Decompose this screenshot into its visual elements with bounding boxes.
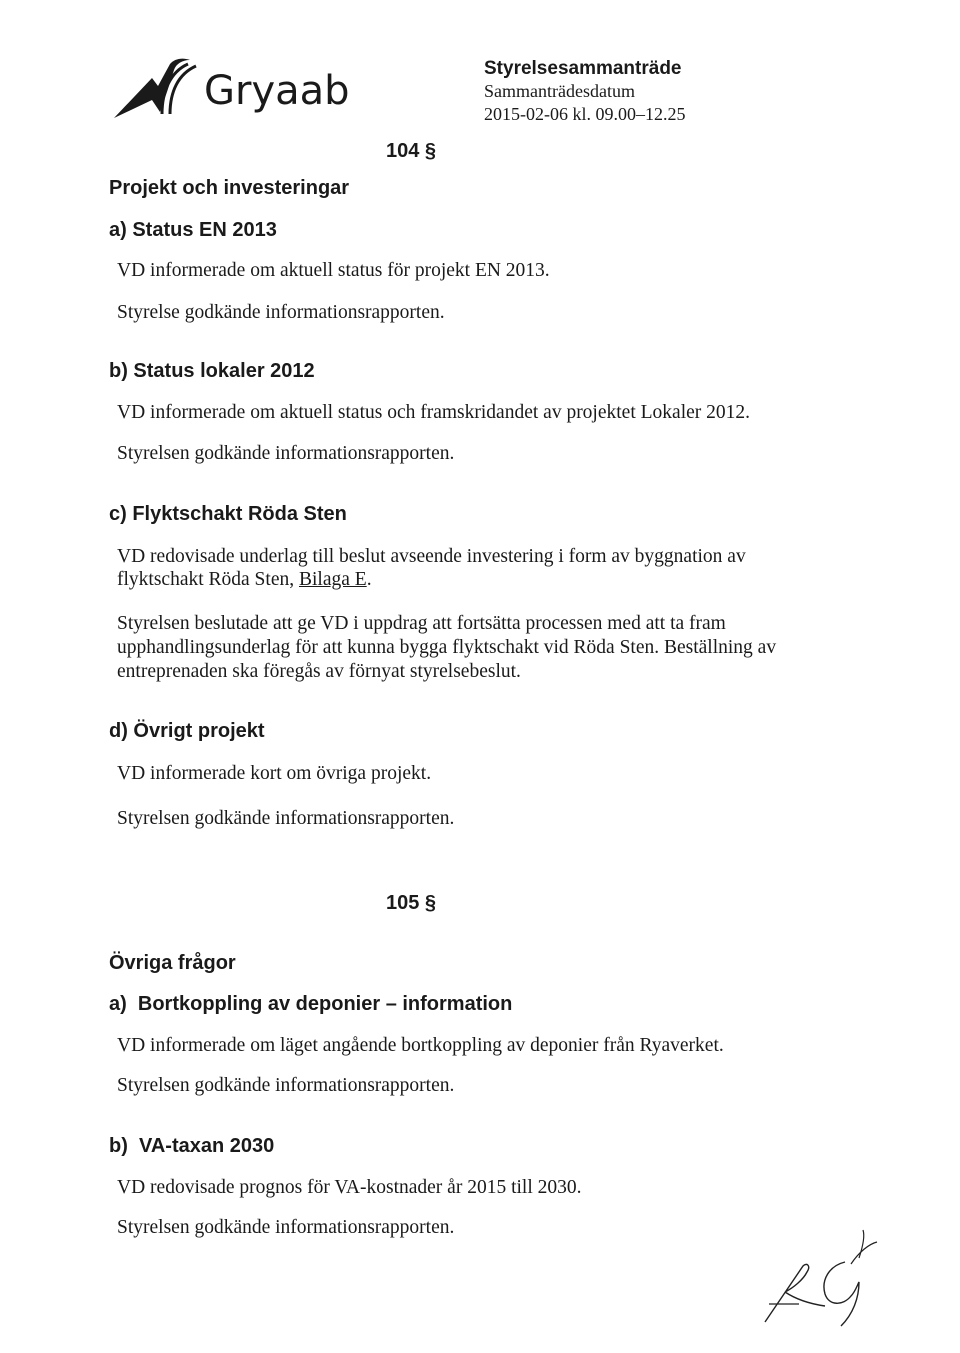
paragraph: VD informerade kort om övriga projekt. bbox=[117, 763, 432, 784]
company-logo bbox=[112, 56, 352, 126]
item-heading: a) Bortkoppling av deponier – information bbox=[109, 993, 513, 1015]
paragraph-text: flyktschakt Röda Sten, bbox=[117, 569, 295, 590]
paragraph: Styrelsen godkände informationsrapporten. bbox=[117, 443, 455, 464]
paragraph: Styrelsen beslutade att ge VD i uppdrag att fortsätta processen med att ta fram bbox=[117, 613, 726, 634]
paragraph: Styrelsen godkände informationsrapporten. bbox=[117, 1217, 455, 1238]
paragraph: Styrelsen godkände informationsrapporten. bbox=[117, 808, 455, 829]
date-label: Sammanträdesdatum bbox=[484, 81, 635, 101]
paragraph: VD informerade om läget angående bortkoppling av deponier från Ryaverket. bbox=[117, 1035, 724, 1056]
paragraph: VD informerade om aktuell status för projekt EN 2013. bbox=[117, 260, 550, 281]
paragraph: VD redovisade underlag till beslut avseende investering i form av byggnation av bbox=[117, 546, 746, 567]
section-title: Projekt och investeringar bbox=[109, 177, 350, 199]
section-title: Övriga frågor bbox=[109, 952, 236, 974]
paragraph: flyktschakt Röda Sten, Bilaga E. bbox=[117, 569, 372, 590]
item-heading: d) Övrigt projekt bbox=[109, 720, 265, 742]
document-type: Styrelsesammanträde bbox=[484, 58, 682, 79]
item-heading: c) Flyktschakt Röda Sten bbox=[109, 503, 347, 525]
item-heading: b) Status lokaler 2012 bbox=[109, 360, 315, 382]
section-number: 104 § bbox=[386, 140, 437, 162]
logo-text: Gryaab bbox=[204, 68, 350, 114]
date-value: 2015-02-06 kl. 09.00–12.25 bbox=[484, 104, 686, 124]
section-number: 105 § bbox=[386, 892, 437, 914]
item-heading: a) Status EN 2013 bbox=[109, 219, 277, 241]
paragraph: Styrelsen godkände informationsrapporten. bbox=[117, 1075, 455, 1096]
item-heading: b) VA-taxan 2030 bbox=[109, 1135, 275, 1157]
paragraph: VD redovisade prognos för VA-kostnader år 2015 till 2030. bbox=[117, 1177, 582, 1198]
logo-swoosh-icon bbox=[112, 56, 202, 126]
handwritten-signature bbox=[755, 1222, 885, 1332]
paragraph: entreprenaden ska föregås av förnyat styrelsebeslut. bbox=[117, 661, 521, 682]
attachment-link[interactable]: Bilaga E bbox=[298, 569, 367, 590]
paragraph: Styrelse godkände informationsrapporten. bbox=[117, 302, 445, 323]
paragraph: upphandlingsunderlag för att kunna bygga flyktschakt vid Röda Sten. Beställning av bbox=[117, 637, 777, 658]
paragraph: VD informerade om aktuell status och framskridandet av projektet Lokaler 2012. bbox=[117, 402, 751, 423]
